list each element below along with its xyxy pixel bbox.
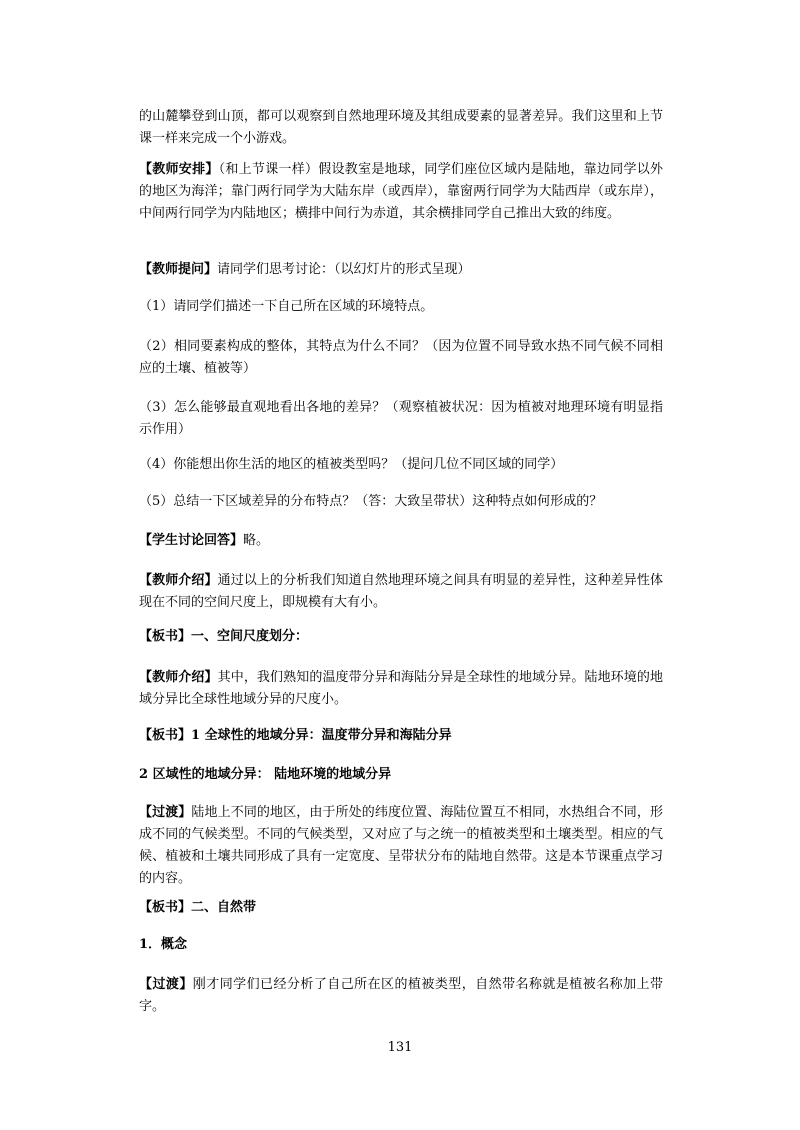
paragraph-text: （5）总结一下区域差异的分布特点？（答：大致呈带状）这种特点如何形成的？ — [139, 494, 603, 509]
paragraph-text: 陆地上不同的地区，由于所处的纬度位置、海陆位置互不相同，水热组合不同，形成不同的气候类型。不同的气候类型，又对应了与之统一的植被类型和土壤类型。相应的气候、植被和土壤共同形成了具有一定宽度、呈带状分布的陆地自然带。这是本节课重点学习的内容。 — [139, 805, 663, 886]
section-label: 【过渡】 — [139, 805, 192, 820]
paragraph-student-answer — [139, 530, 663, 552]
paragraph-teacher-arrangement — [139, 159, 663, 225]
paragraph-text: （3）怎么能够最直观地看出各地的差异？（观察植被状况：因为植被对地理环境有明显指示作用） — [139, 400, 663, 437]
heading-text: 一、空间尺度划分： — [191, 629, 309, 644]
heading-text: 1 全球性的地域分异：温度带分异和海陆分异 — [191, 728, 452, 743]
paragraph-text: （1）请同学们描述一下自己所在区域的环境特点。 — [139, 299, 434, 314]
section-label: 【学生讨论回答】 — [139, 533, 244, 548]
paragraph-intro — [139, 106, 663, 150]
question-1 — [139, 296, 663, 318]
section-label: 【教师提问】 — [139, 262, 218, 277]
board-heading-scale — [139, 626, 663, 648]
paragraph-text: 刚才同学们已经分析了自己所在区的植被类型，自然带名称就是植被名称加上带字。 — [139, 977, 663, 1014]
paragraph-text: 请同学们思考讨论：（以幻灯片的形式呈现） — [217, 262, 471, 277]
paragraph-text: 略。 — [243, 533, 270, 548]
section-label: 【板书】 — [139, 629, 192, 644]
paragraph-text: （和上节课一样）假设教室是地球，同学们座位区域内是陆地，靠边同学以外的地区为海洋；靠门两行同学为大陆东岸（或西岸），靠窗两行同学为大陆西岸（或东岸），中间两行同学为内陆地区；横排中间行为赤道，其余横排同学自己推出大致的纬度。 — [139, 162, 663, 221]
section-label: 【板书】 — [139, 728, 192, 743]
paragraph-text: （2）相同要素构成的整体，其特点为什么不同？（因为位置不同导致水热不同气候不同相应的土壤、植被等） — [139, 339, 663, 376]
heading-text: 1．概念 — [139, 937, 188, 952]
paragraph-text: 其中，我们熟知的温度带分异和海陆分异是全球性的地域分异。陆地环境的地域分异比全球性地域分异的尺度小。 — [139, 670, 663, 707]
paragraph-teacher-question — [139, 259, 663, 281]
section-label: 【教师安排】 — [139, 162, 219, 177]
paragraph-teacher-intro-1 — [139, 570, 663, 614]
paragraph-teacher-intro-2 — [139, 667, 663, 711]
board-global-differentiation — [139, 725, 663, 747]
heading-text: 2 区域性的地域分异： 陆地环境的地域分异 — [139, 767, 392, 782]
concept-heading — [139, 934, 663, 956]
question-4 — [139, 454, 663, 476]
heading-text: 二、自然带 — [191, 900, 257, 915]
paragraph-text: （4）你能想出你生活的地区的植被类型吗？（提问几位不同区域的同学） — [139, 457, 564, 472]
question-5 — [139, 491, 663, 513]
paragraph-transition-1 — [139, 802, 663, 890]
board-heading-natural-zone — [139, 897, 663, 919]
question-2 — [139, 336, 663, 380]
section-label: 【板书】 — [139, 900, 192, 915]
section-label: 【教师介绍】 — [139, 670, 218, 685]
paragraph-text: 通过以上的分析我们知道自然地理环境之间具有明显的差异性，这种差异性体现在不同的空间尺度上，即规模有大有小。 — [139, 573, 663, 610]
page-number: 131 — [387, 1040, 413, 1055]
regional-differentiation — [139, 764, 663, 786]
paragraph-text: 的山麓攀登到山顶，都可以观察到自然地理环境及其组成要素的显著差异。我们这里和上节课一样来完成一个小游戏。 — [139, 109, 663, 146]
paragraph-transition-2 — [139, 974, 663, 1018]
section-label: 【教师介绍】 — [139, 573, 218, 588]
question-3 — [139, 397, 663, 441]
section-label: 【过渡】 — [139, 977, 193, 992]
